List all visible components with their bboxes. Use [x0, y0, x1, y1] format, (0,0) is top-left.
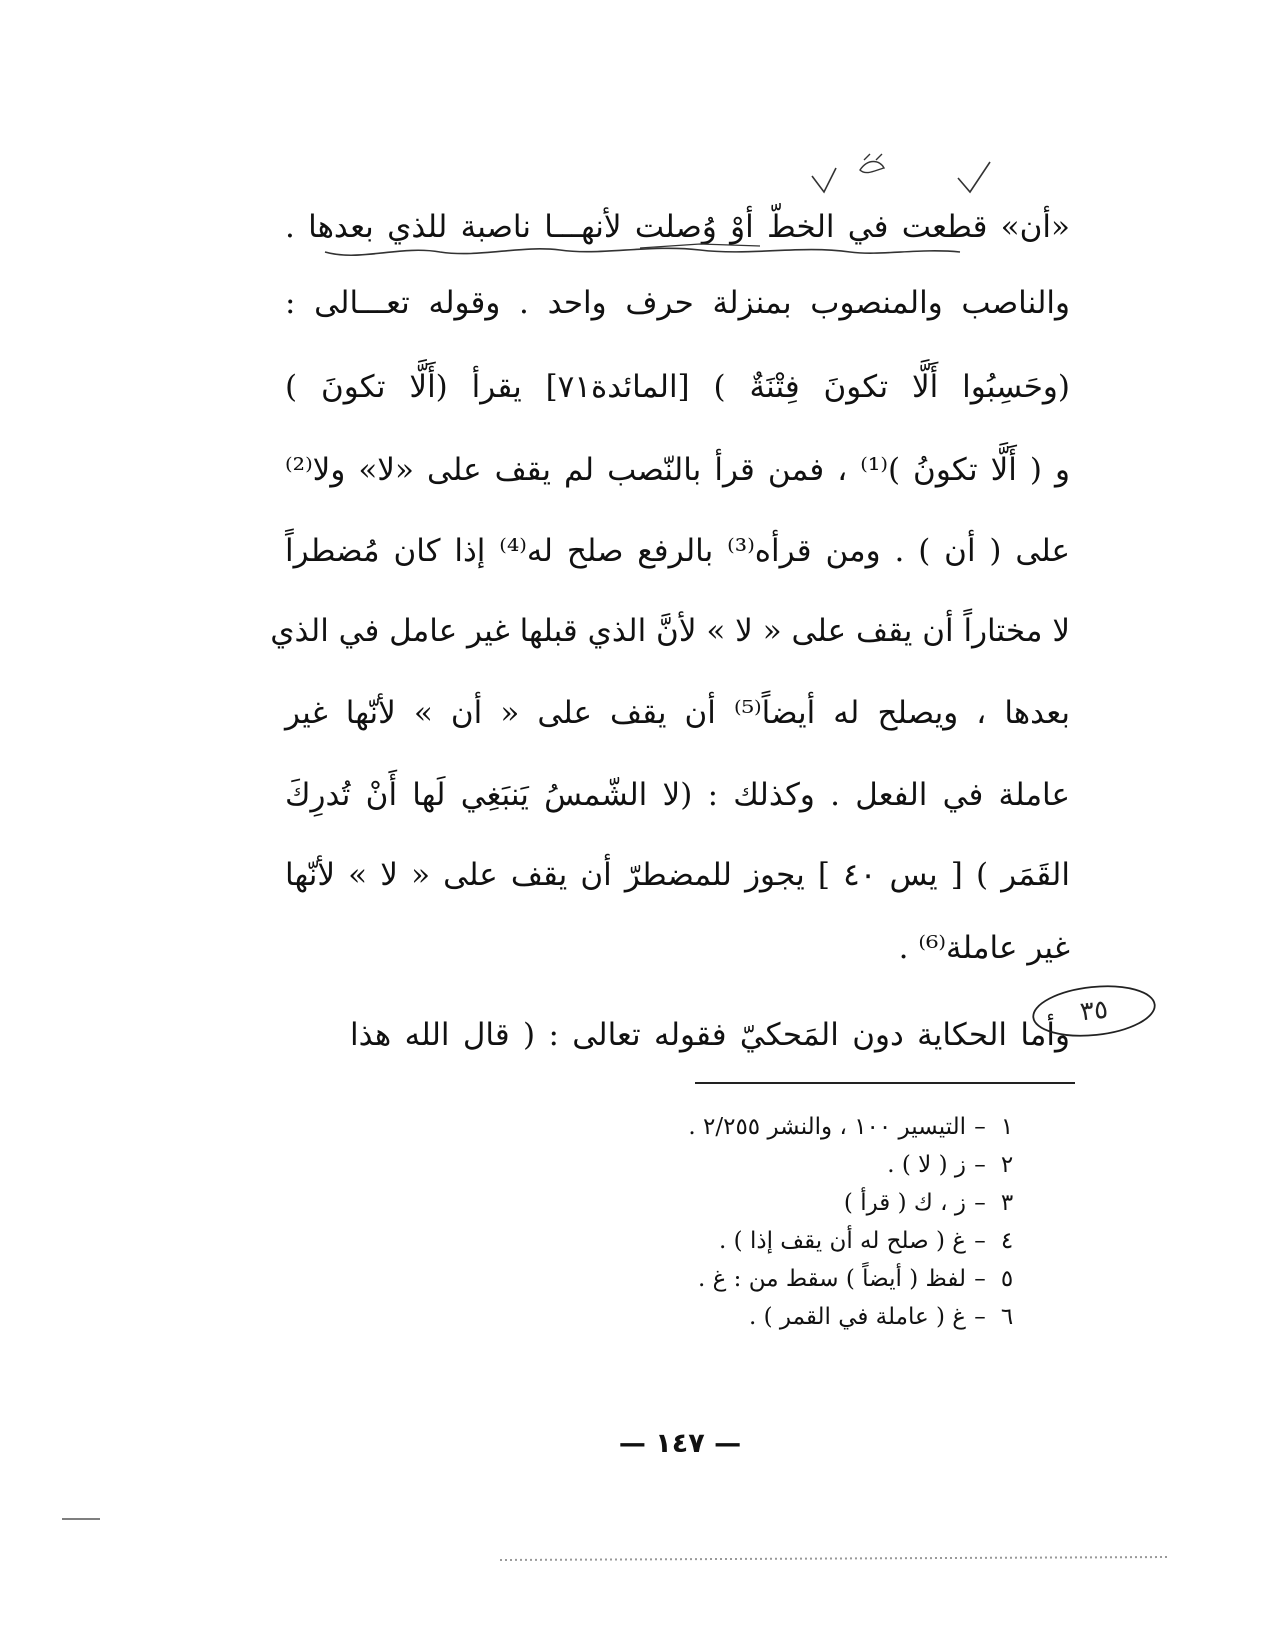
text-line-3: (وحَسِبُوا أَلَّا تكونَ فِتْنَةٌ ) [المائدة٧١] يقرأ (أَلَّا تكونَ ) — [285, 369, 1070, 405]
text-line-1: «أن» قطعت في الخطّ أوْ وُصلت لأنهـــا ناصبة للذي بعدها . — [285, 209, 1070, 245]
footnote-number: ٦ — [1000, 1304, 1014, 1330]
text-line-2: والناصب والمنصوب بمنزلة حرف واحد . وقوله تعـــالى : — [285, 285, 1070, 321]
footnote-number: ٥ — [1000, 1266, 1014, 1292]
footnote-text: التيسير ١٠٠ ، والنشر ٢/٢٥٥ . — [688, 1114, 966, 1140]
footnote-dash: – — [974, 1114, 986, 1140]
footnote-dash: – — [974, 1228, 986, 1254]
scan-edge-noise — [500, 1557, 1170, 1560]
footnote-dash: – — [974, 1190, 986, 1216]
text-line-8: عاملة في الفعل . وكذلك : (لا الشّمسُ يَنبَغِي لَها أَنْ تُدرِكَ — [285, 777, 1070, 813]
footnote-dash: – — [974, 1266, 986, 1292]
text-line-10: غير عاملة⁽⁶⁾ . — [898, 930, 1070, 966]
text-line-7: بعدها ، ويصلح له أيضاً⁽⁵⁾ أن يقف على « أن » لأنّها غير — [285, 695, 1070, 731]
footnote-dash: – — [974, 1304, 986, 1330]
footnote-text: لفظ ( أيضاً ) سقط من : غ . — [697, 1266, 966, 1292]
footnote-number: ٤ — [1000, 1228, 1014, 1254]
text-line-11: وأما الحكاية دون المَحكيّ فقوله تعالى : ( قال الله هذا — [350, 1017, 1070, 1053]
footnote-number: ٣ — [1000, 1190, 1014, 1216]
footnote-text: ز ( لا ) . — [887, 1152, 966, 1178]
margin-page-number: ٣٥ — [1078, 994, 1110, 1028]
footnote-number: ٢ — [1000, 1152, 1014, 1178]
text-line-4: و ( أَلَّا تكونُ )⁽¹⁾ ، فمن قرأ بالنّصب لم يقف على «لا» ولا⁽²⁾ — [285, 452, 1071, 488]
text-line-5: على ( أن ) . ومن قرأه⁽³⁾ بالرفع صلح له⁽⁴⁾ إذا كان مُضطراً — [285, 533, 1070, 569]
footnote-text: غ ( عاملة في القمر ) . — [748, 1304, 966, 1330]
footnote-text: ز ، ك ( قرأ ) — [843, 1190, 966, 1216]
text-line-6: لا مختاراً أن يقف على « لا » لأنَّ الذي قبلها غير عامل في الذي — [270, 613, 1070, 649]
text-line-9: القَمَر ) [ يس ٤٠ ] يجوز للمضطرّ أن يقف على « لا » لأنّها — [285, 857, 1070, 893]
page-number: — ١٤٧ — — [618, 1428, 742, 1459]
footnote-number: ١ — [1000, 1114, 1014, 1140]
footnote-text: غ ( صلح له أن يقف إذا ) . — [719, 1228, 966, 1254]
footnote-dash: – — [974, 1152, 986, 1178]
